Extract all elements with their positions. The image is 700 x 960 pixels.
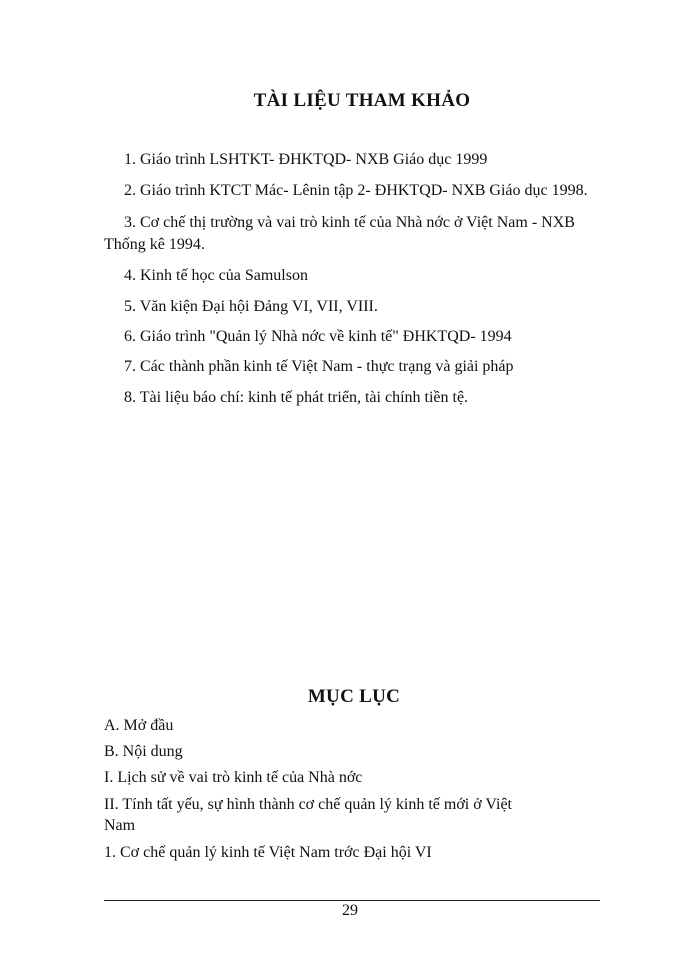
toc-title: MỤC LỤC [307, 686, 401, 707]
reference-item-6: 6. Giáo trình "Quản lý Nhà nớc về kinh tế" ĐHKTQD- 1994 [124, 328, 512, 345]
page-number: 29 [342, 902, 358, 919]
reference-item-1: 1. Giáo trình LSHTKT- ĐHKTQD- NXB Giáo dục 1999 [124, 151, 488, 168]
reference-item-4: 4. Kinh tế học của Samulson [124, 267, 308, 284]
toc-item-a: A. Mở đầu [104, 717, 174, 734]
references-title: TÀI LIỆU THAM KHẢO [253, 90, 471, 111]
reference-item-3: 3. Cơ chế thị trường và vai trò kinh tế của Nhà nớc ở Việt Nam - NXB [124, 214, 575, 231]
reference-item-7: 7. Các thành phần kinh tế Việt Nam - thực trạng và giải pháp [124, 358, 514, 375]
reference-item-2: 2. Giáo trình KTCT Mác- Lênin tập 2- ĐHKTQD- NXB Giáo dục 1998. [124, 182, 588, 199]
reference-item-5: 5. Văn kiện Đại hội Đảng VI, VII, VIII. [124, 298, 378, 315]
toc-item-b: B. Nội dung [104, 743, 183, 760]
toc-item-i: I. Lịch sử về vai trò kinh tế của Nhà nớc [104, 769, 363, 786]
toc-item-ii-continuation: Nam [104, 817, 136, 834]
toc-item-ii: II. Tính tất yếu, sự hình thành cơ chế quản lý kinh tế mới ở Việt [104, 796, 512, 813]
toc-item-1: 1. Cơ chế quản lý kinh tế Việt Nam trớc Đại hội VI [104, 844, 432, 861]
reference-item-3-continuation: Thống kê 1994. [104, 236, 205, 253]
reference-item-8: 8. Tài liệu báo chí: kinh tế phát triển, tài chính tiền tệ. [124, 389, 469, 406]
footer-divider [104, 900, 600, 901]
